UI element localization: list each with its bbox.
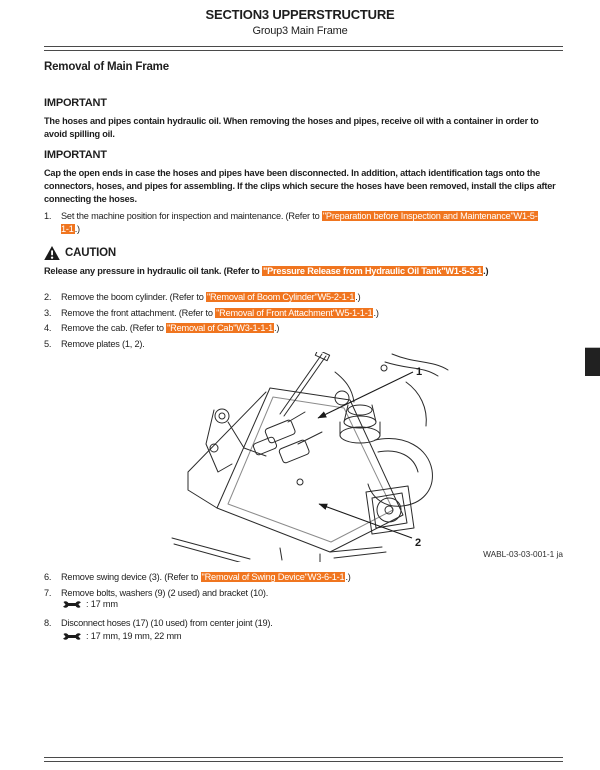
step-text: Disconnect hoses (17) (10 used) from center joint (19).	[61, 618, 273, 628]
step-number: 1.	[44, 211, 52, 221]
step-text-suffix: .)	[345, 572, 351, 582]
step-item-3	[44, 307, 549, 320]
step-number: 6.	[44, 572, 52, 582]
step-number: 4.	[44, 323, 52, 333]
callout-2: 2	[415, 537, 421, 549]
header-rule	[44, 46, 563, 51]
step-text-suffix: .)	[74, 223, 80, 234]
callout-1: 1	[416, 366, 422, 378]
important-paragraph: Cap the open ends in case the hoses and pipes have been disconnected. In addition, attach identification tags onto the connectors, hoses, and pipes for assembling. If the clips which secure the hoses have been removed, install the clips after connecting the hoses.	[44, 168, 556, 204]
step-number: 2.	[44, 292, 52, 302]
step-item-8	[44, 617, 549, 630]
step-number: 7.	[44, 588, 52, 598]
step-text-suffix: .)	[274, 323, 280, 333]
cross-reference-link[interactable]: "Removal of Swing Device"W3-6-1-1	[201, 572, 345, 582]
step-text: Remove bolts, washers (9) (2 used) and bracket (10).	[61, 588, 269, 598]
wrench-size: : 17 mm	[86, 599, 118, 609]
section-title: SECTION3 UPPERSTRUCTURE	[205, 7, 395, 22]
step-item-6	[44, 571, 549, 584]
cross-reference-link[interactable]: "Pressure Release from Hydraulic Oil Tank"W1-5-3-1	[262, 266, 483, 276]
step-text: Remove the front attachment. (Refer to	[61, 308, 216, 318]
caution-label: CAUTION	[65, 247, 116, 259]
caution-text	[44, 266, 488, 276]
cross-reference-link[interactable]: "Removal of Boom Cylinder"W5-2-1-1	[206, 292, 355, 302]
caution-heading	[44, 246, 116, 260]
tool-size-note	[62, 631, 181, 641]
cross-reference-link[interactable]: "Removal of Cab"W3-1-1-1	[167, 323, 273, 333]
cross-reference-link[interactable]: "Preparation before Inspection and Maintenance"W1-5-1-1	[61, 211, 538, 234]
warning-triangle-icon	[44, 246, 60, 260]
step-item-1	[44, 210, 549, 235]
cross-reference-link[interactable]: "Removal of Front Attachment"W5-1-1-1	[216, 308, 373, 318]
step-text: Remove the cab. (Refer to	[61, 323, 167, 333]
thumb-index-tab	[585, 347, 600, 376]
group-title: Group3 Main Frame	[252, 25, 348, 37]
figure-code: WABL-03-03-001-1 ja	[483, 549, 563, 559]
step-text: Remove the boom cylinder. (Refer to	[61, 292, 206, 302]
step-text: Remove plates (1, 2).	[61, 339, 145, 349]
page-title: Removal of Main Frame	[44, 61, 169, 73]
step-item-5	[44, 338, 549, 351]
step-number: 3.	[44, 308, 52, 318]
wrench-icon	[62, 632, 82, 641]
step-item-2	[44, 291, 549, 304]
footer-rule	[44, 757, 563, 762]
important-label: IMPORTANT	[44, 149, 107, 161]
step-text: Set the machine position for inspection and maintenance. (Refer to	[61, 211, 322, 221]
step-item-7	[44, 587, 549, 600]
caution-text-pre: Release any pressure in hydraulic oil tank. (Refer to	[44, 266, 262, 276]
step-text-suffix: .)	[355, 292, 361, 302]
step-number: 5.	[44, 339, 52, 349]
tool-size-note	[62, 599, 118, 609]
important-paragraph: The hoses and pipes contain hydraulic oil. When removing the hoses and pipes, receive oil with a container in order to avoid spilling oil.	[44, 116, 539, 139]
wrench-size: : 17 mm, 19 mm, 22 mm	[86, 631, 182, 641]
step-number: 8.	[44, 618, 52, 628]
step-text-suffix: .)	[373, 308, 379, 318]
step-text: Remove swing device (3). (Refer to	[61, 572, 201, 582]
step-item-4	[44, 322, 549, 335]
caution-text-suffix: .)	[483, 266, 489, 276]
main-frame-illustration	[170, 352, 480, 562]
wrench-icon	[62, 600, 82, 609]
important-label: IMPORTANT	[44, 97, 107, 109]
